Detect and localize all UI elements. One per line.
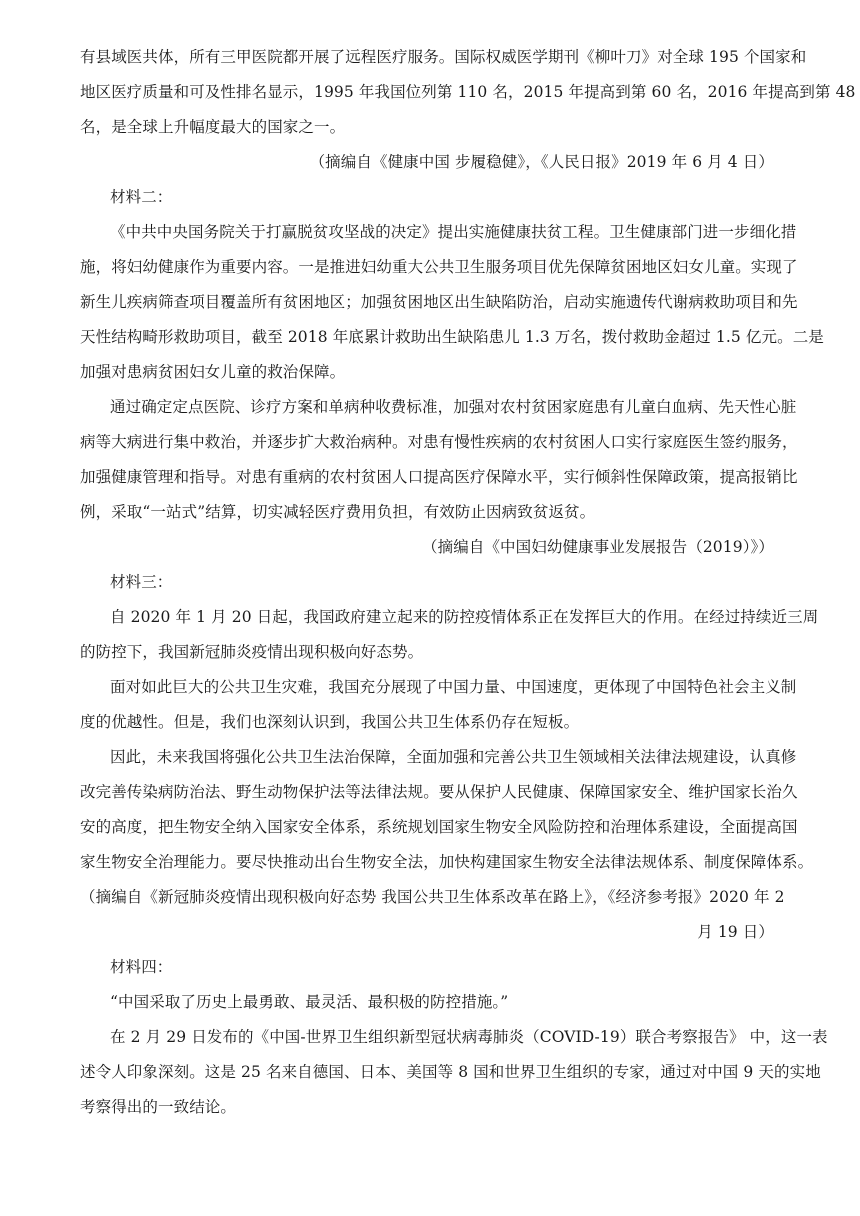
text-line: 述令人印象深刻。这是 25 名来自德国、日本、美国等 8 国和世界卫生组织的专家，通过对中国 9 天的实地 xyxy=(80,1063,821,1081)
text-line: 通过确定定点医院、诊疗方案和单病种收费标准，加强对农村贫困家庭患有儿童白血病、先天性心脏 xyxy=(110,398,797,416)
paragraph xyxy=(80,215,824,390)
paragraph xyxy=(80,740,814,880)
text-line: 新生儿疾病筛查项目覆盖所有贫困地区；加强贫困地区出生缺陷防治，启动实施遗传代谢病救助项目和先 xyxy=(80,293,798,311)
source-citation: （摘编自《健康中国 步履稳健》，《人民日报》2019 年 6 月 4 日） xyxy=(309,153,774,171)
text-line: 家生物安全治理能力。要尽快推动出台生物安全法，加快构建国家生物安全法律法规体系、制度保障体系。 xyxy=(80,853,814,871)
paragraph xyxy=(80,985,780,1020)
text-line: 在 2 月 29 日发布的《中国-世界卫生组织新型冠状病毒肺炎（COVID-19）联合考察报告》 中，这一表 xyxy=(110,1028,828,1046)
text-line: 加强健康管理和指导。对患有重病的农村贫困人口提高医疗保障水平，实行倾斜性保障政策，提高报销比 xyxy=(80,468,798,486)
text-line: 《中共中央国务院关于打赢脱贫攻坚战的决定》提出实施健康扶贫工程。卫生健康部门进一步细化措 xyxy=(110,223,797,241)
text-line: 加强对患病贫困妇女儿童的救治保障。 xyxy=(80,363,346,381)
text-line: 考察得出的一致结论。 xyxy=(80,1098,237,1116)
text-line: 因此，未来我国将强化公共卫生法治保障，全面加强和完善公共卫生领域相关法律法规建设，认真修 xyxy=(110,748,797,766)
text-line: “中国采取了历史上最勇敢、最灵活、最积极的防控措施。” xyxy=(110,993,509,1011)
text-line: 施，将妇幼健康作为重要内容。一是推进妇幼重大公共卫生服务项目优先保障贫困地区妇女儿童。实现了 xyxy=(80,258,798,276)
paragraph xyxy=(80,670,797,740)
paragraph-continuation xyxy=(80,40,856,145)
paragraph xyxy=(80,600,819,670)
text-line: 有县域医共体，所有三甲医院都开展了远程医疗服务。国际权威医学期刊《柳叶刀》对全球 195 个国家和 xyxy=(80,48,807,66)
paragraph xyxy=(80,1020,828,1125)
text-line: 自 2020 年 1 月 20 日起，我国政府建立起来的防控疫情体系正在发挥巨大的作用。在经过持续近三周 xyxy=(110,608,819,626)
text-line: 月 19 日） xyxy=(697,923,774,941)
text-line: 名，是全球上升幅度最大的国家之一。 xyxy=(80,118,346,136)
text-line: 的防控下，我国新冠肺炎疫情出现积极向好态势。 xyxy=(80,643,424,661)
material-heading: 材料二： xyxy=(110,188,173,206)
text-line: （摘编自《新冠肺炎疫情出现积极向好态势 我国公共卫生体系改革在路上》，《经济参考报》2020 年 2 xyxy=(80,888,785,906)
material-heading: 材料三： xyxy=(110,573,173,591)
text-line: 病等大病进行集中救治，并逐步扩大救治病种。对患有慢性疾病的农村贫困人口实行家庭医生签约服务， xyxy=(80,433,798,451)
text-line: 例，采取“一站式”结算，切实减轻医疗费用负担，有效防止因病致贫返贫。 xyxy=(80,503,596,521)
source-citation xyxy=(80,880,785,950)
source-citation: （摘编自《中国妇幼健康事业发展报告（2019）》） xyxy=(422,538,774,556)
text-line: 天性结构畸形救助项目，截至 2018 年底累计救助出生缺陷患儿 1.3 万名，拨付救助金超过 1.5 亿元。二是 xyxy=(80,328,824,346)
paragraph xyxy=(80,390,798,530)
text-line: 面对如此巨大的公共卫生灾难，我国充分展现了中国力量、中国速度，更体现了中国特色社会主义制 xyxy=(110,678,797,696)
material-heading: 材料四： xyxy=(110,958,173,976)
text-line: 改完善传染病防治法、野生动物保护法等法律法规。要从保护人民健康、保障国家安全、维护国家长治久 xyxy=(80,783,798,801)
text-line: 安的高度，把生物安全纳入国家安全体系，系统规划国家生物安全风险防控和治理体系建设，全面提高国 xyxy=(80,818,798,836)
text-line: 度的优越性。但是，我们也深刻认识到，我国公共卫生体系仍存在短板。 xyxy=(80,713,580,731)
text-line: 地区医疗质量和可及性排名显示，1995 年我国位列第 110 名，2015 年提高到第 60 名，2016 年提高到第 48 xyxy=(80,83,856,101)
